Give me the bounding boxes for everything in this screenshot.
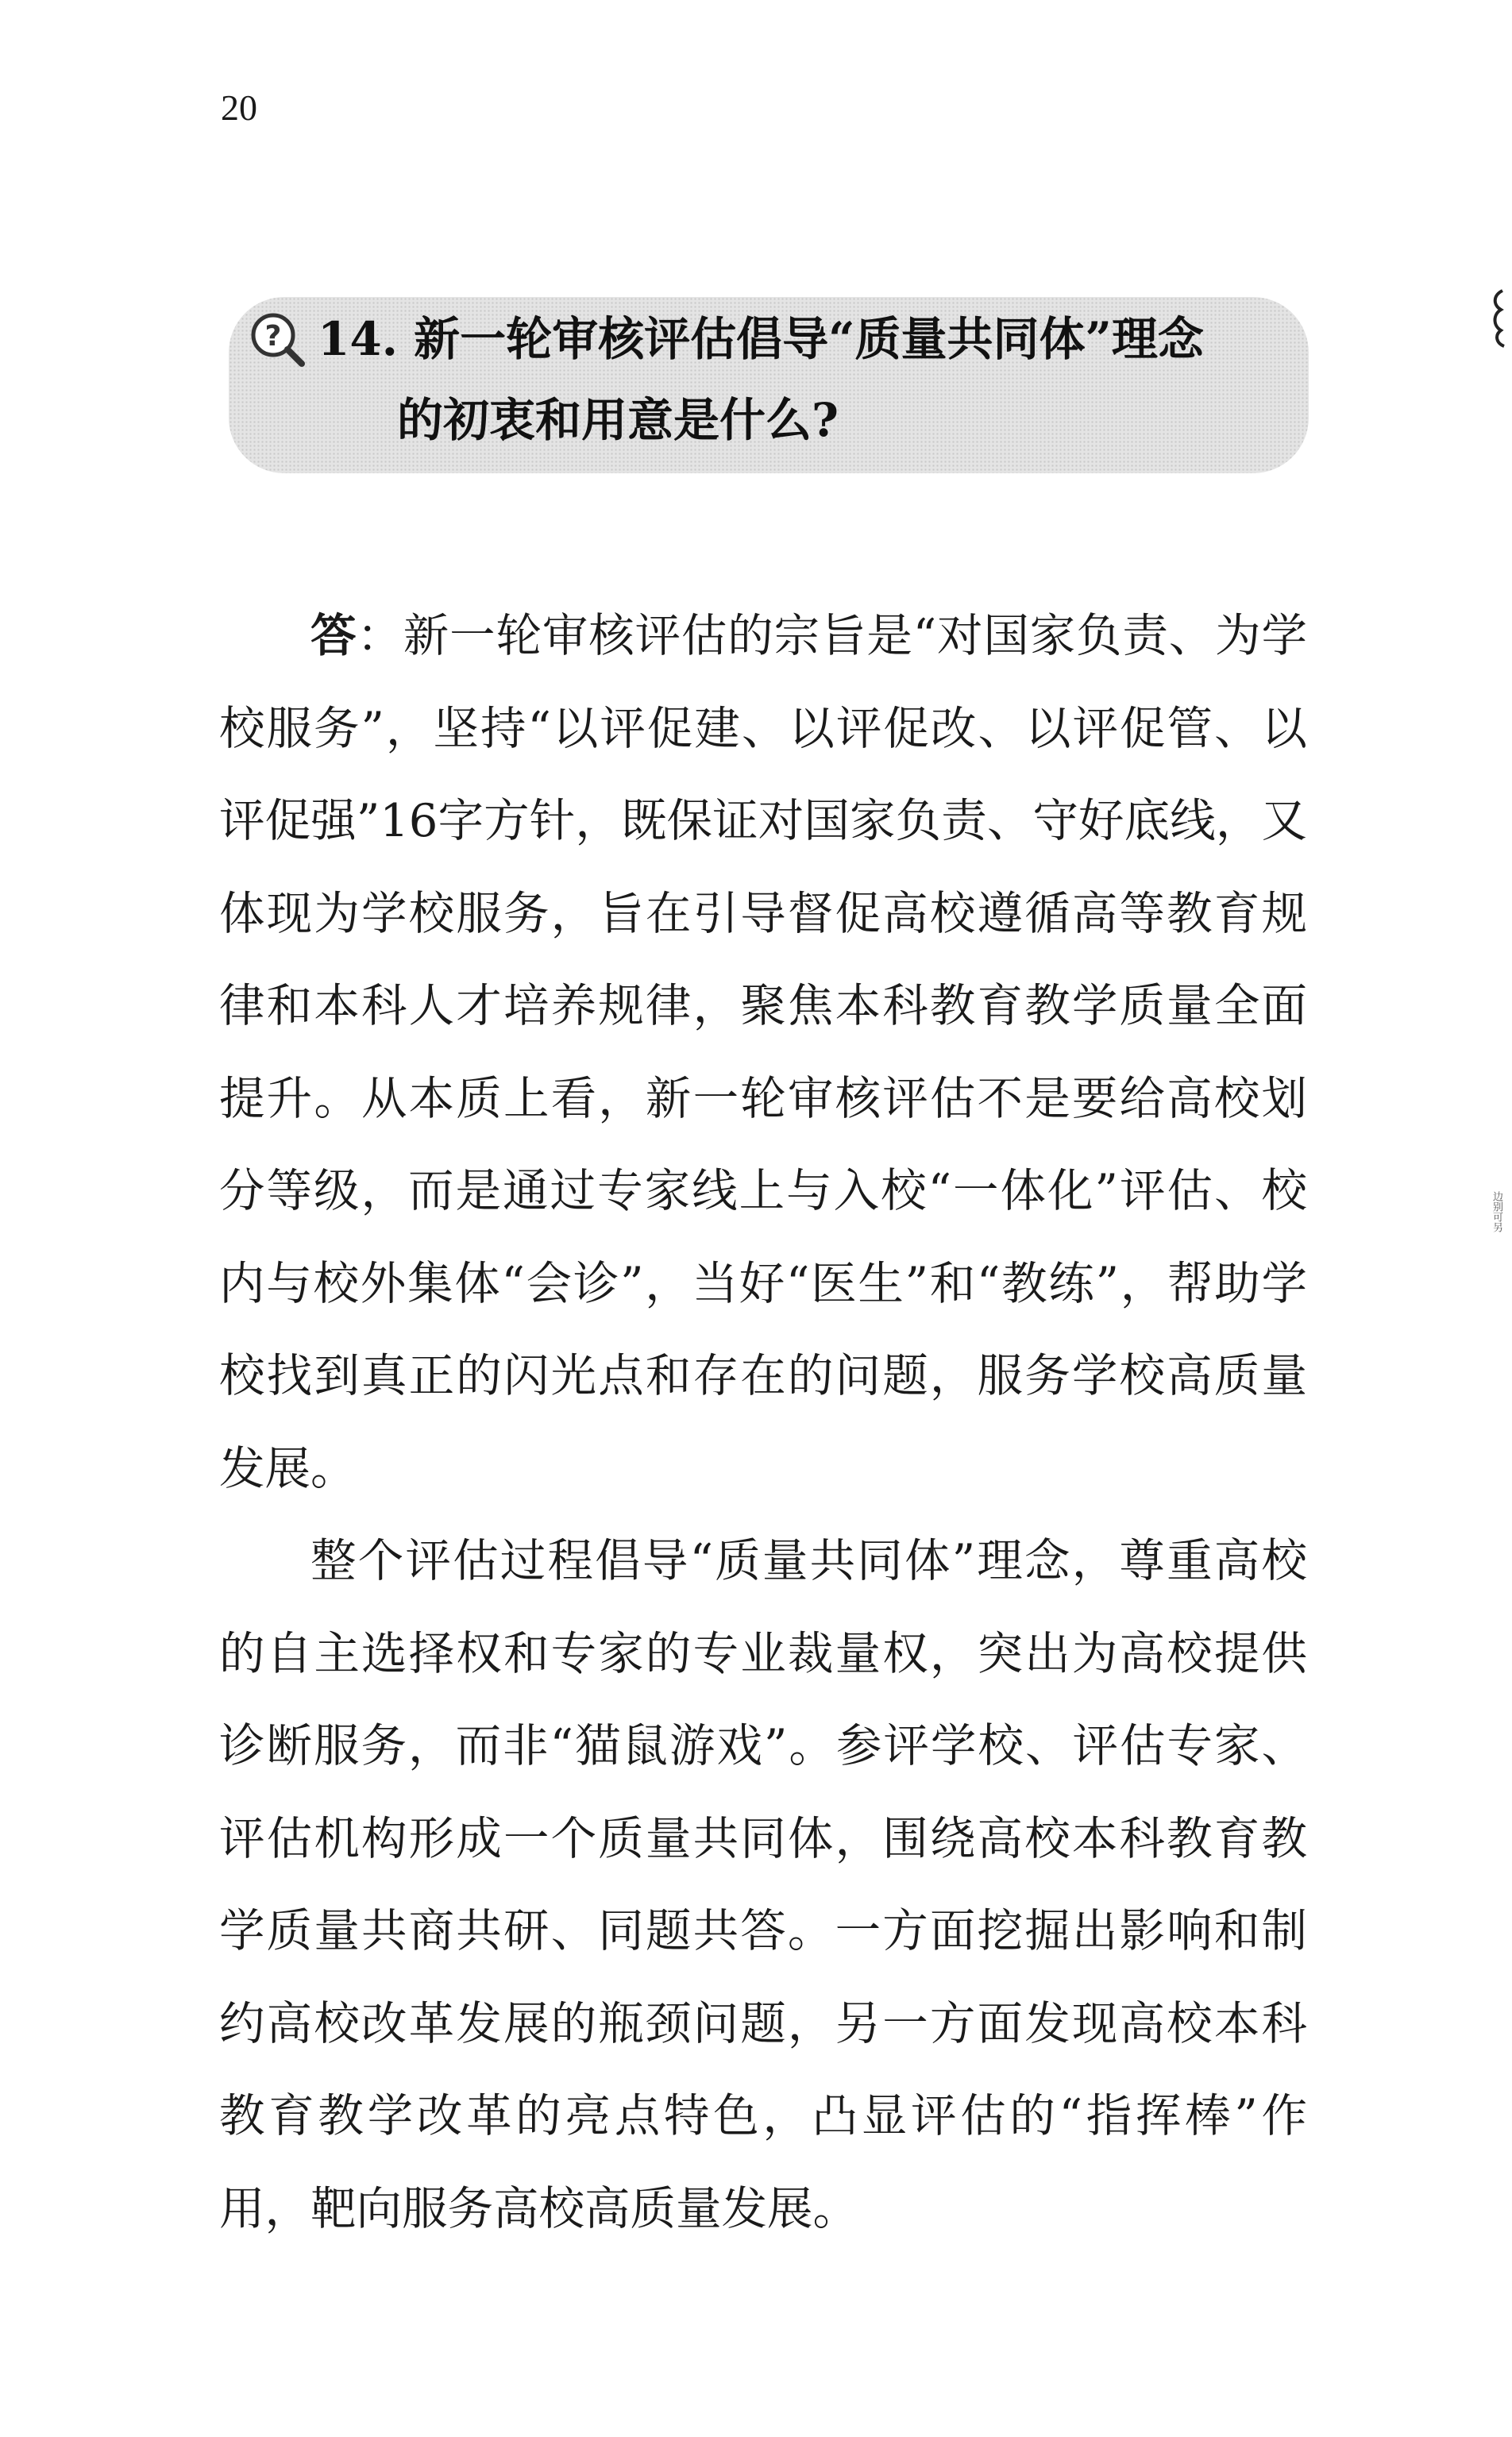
answer-label: 答	[310, 608, 357, 662]
question-heading-box	[229, 297, 1309, 473]
answer-separator: ：	[357, 609, 403, 662]
page-number: 20	[221, 87, 257, 128]
question-magnifier-icon	[248, 310, 307, 368]
page-edge-mark-icon	[1487, 286, 1509, 349]
answer-paragraph-2: 整个评估过程倡导“质量共同体”理念，尊重高校的自主选择权和专家的专业裁量权，突出为高校提供诊断服务，而非“猫鼠游戏”。参评学校、评估专家、评估机构形成一个质量共同体，围绕高校本科教育教学质量共商共研、同题共答。一方面挖掘出影响和制约高校改革发展的瓶颈问题，另一方面发现高校本科教育教学改革的亮点特色，凸显评估的“指挥棒”作用，靶向服务高校高质量发展。	[219, 1534, 1307, 2235]
answer-body	[219, 589, 1307, 2255]
question-title-line-1: 14. 新一轮审核评估倡导“质量共同体”理念	[318, 312, 1204, 366]
answer-paragraph-1-text: 新一轮审核评估的宗旨是“对国家负责、为学校服务”，坚持“以评促建、以评促改、以评促管、以评促强”16字方针，既保证对国家负责、守好底线，又体现为学校服务，旨在引导督促高校遵循高等教育规律和本科人才培养规律，聚焦本科教育教学质量全面提升。从本质上看，新一轮审核评估不是要给高校划分等级，而是通过专家线上与入校“一体化”评估、校内与校外集体“会诊”，当好“医生”和“教练”，帮助学校找到真正的闪光点和存在的问题，服务学校高质量发展。	[219, 609, 1308, 1495]
question-title-line-2: 的初衷和用意是什么?	[397, 393, 839, 447]
svg-text:?: ?	[264, 320, 282, 353]
margin-marks: 边别可另	[1491, 1191, 1502, 1232]
answer-paragraph-1	[219, 589, 1307, 1515]
